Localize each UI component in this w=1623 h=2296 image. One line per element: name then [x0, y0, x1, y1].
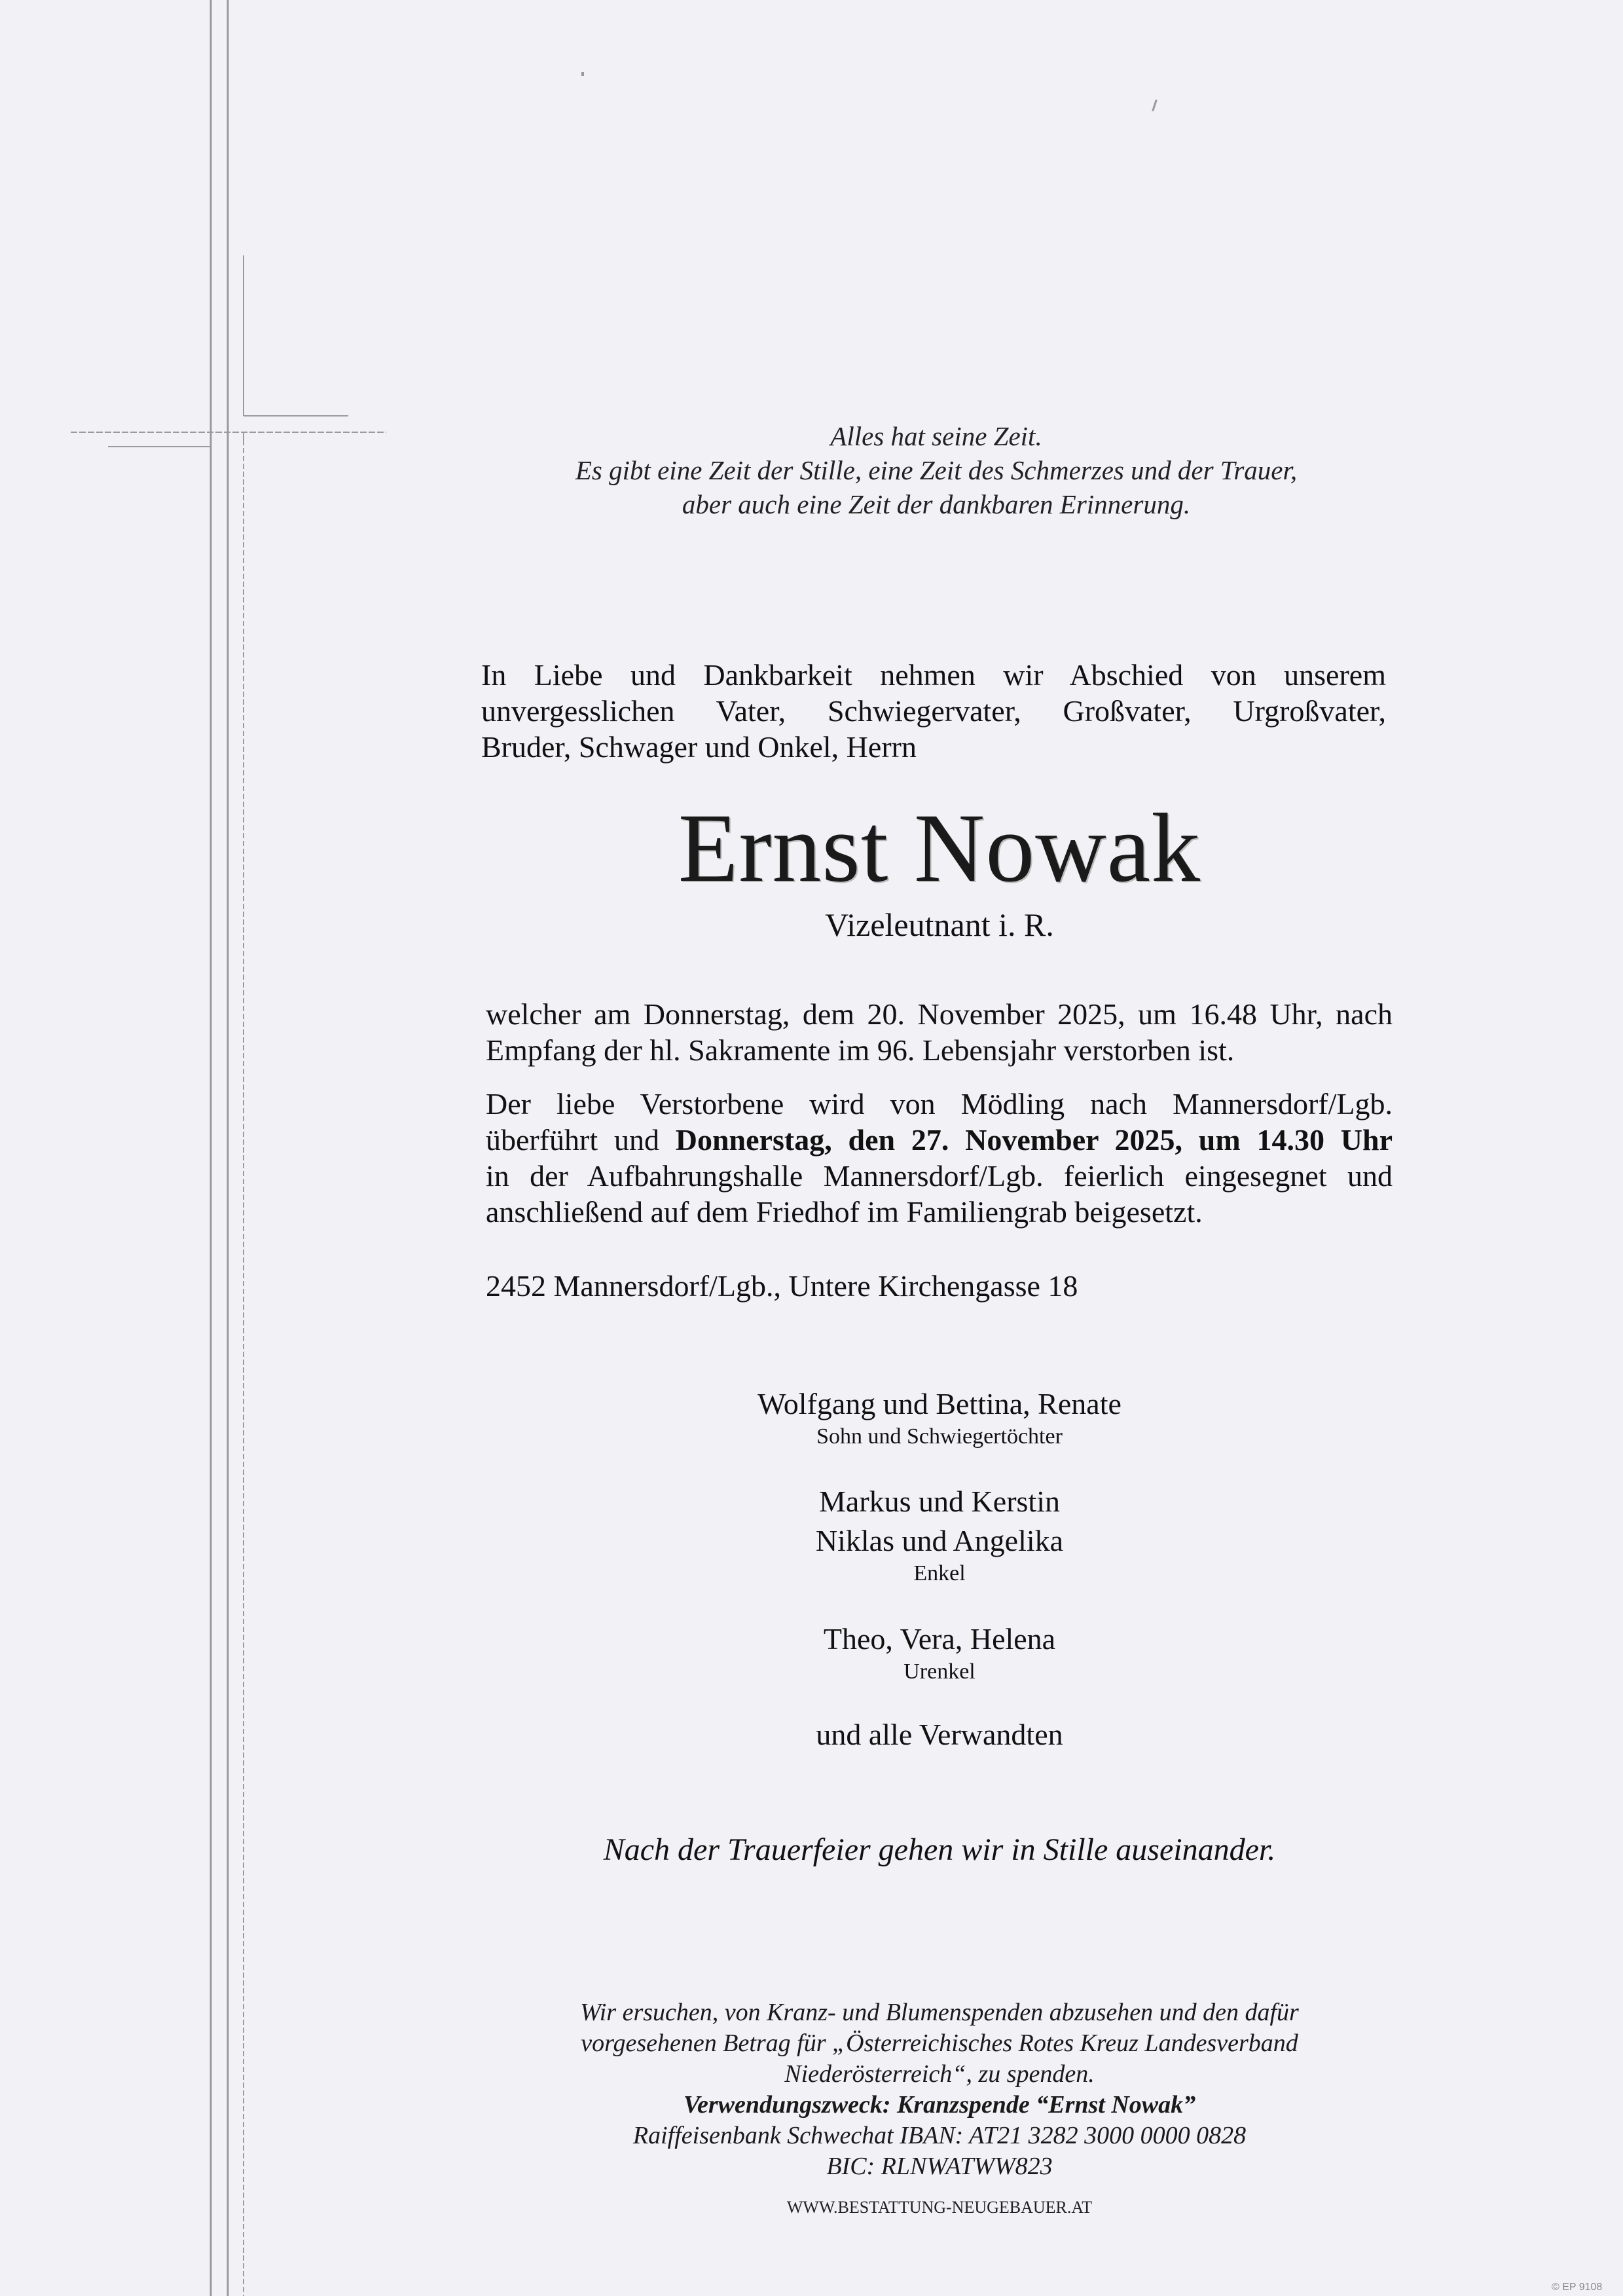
funeral-line [486, 1122, 1393, 1158]
mourner-relation: Enkel [913, 1561, 966, 1585]
motto-line: aber auch eine Zeit der dankbaren Erinnerung. [682, 489, 1191, 519]
mourner-group [589, 1620, 1290, 1685]
intro-line: Bruder, Schwager und Onkel, Herrn [481, 730, 917, 764]
mourner-names: Markus und Kerstin [819, 1485, 1060, 1518]
funeral-date-time: Donnerstag, den 27. November 2025, um 14.30 Uhr [675, 1123, 1393, 1157]
cross-icon [0, 0, 458, 2296]
motto-line: Alles hat seine Zeit. [830, 421, 1042, 451]
deceased-name: Ernst Nowak [678, 794, 1201, 902]
funeral-notice [486, 1086, 1393, 1230]
motto-line: Es gibt eine Zeit der Stille, eine Zeit des Schmerzes und der Trauer, [575, 455, 1298, 485]
death-notice-line: Empfang der hl. Sakramente im 96. Lebensjahr verstorben ist. [486, 1033, 1235, 1067]
donation-request [458, 1997, 1421, 2182]
mourner-names: Theo, Vera, Helena [823, 1622, 1056, 1656]
intro-line: unvergesslichen Vater, Schwiegervater, Großvater, Urgroßvater, [481, 694, 1386, 728]
speck [581, 72, 584, 76]
mourner-group [589, 1482, 1290, 1587]
donation-line: vorgesehenen Betrag für „Österreichisches Rotes Kreuz Landesverband [581, 2029, 1298, 2057]
funeral-line: anschließend auf dem Friedhof im Familiengrab beigesetzt. [486, 1195, 1203, 1229]
speck [1152, 100, 1157, 111]
funeral-home-website: WWW.BESTATTUNG-NEUGEBAUER.AT [786, 2198, 1093, 2217]
intro-line: In Liebe und Dankbarkeit nehmen wir Abschied von unserem [481, 658, 1386, 692]
mourner-group [589, 1384, 1290, 1450]
donation-line: Wir ersuchen, von Kranz- und Blumenspenden abzusehen und den dafür [580, 1999, 1299, 2026]
mourner-relation: Sohn und Schwiegertöchter [816, 1424, 1063, 1449]
mourner-names: Niklas und Angelika [815, 1524, 1064, 1557]
funeral-line: Der liebe Verstorbene wird von Mödling nach Mannersdorf/Lgb. [486, 1087, 1393, 1120]
funeral-line-prefix: überführt und [486, 1123, 676, 1157]
donation-purpose: Verwendungszweck: Kranzspende “Ernst Nowak” [683, 2091, 1196, 2119]
deceased-rank: Vizeleutnant i. R. [825, 906, 1054, 943]
mourner-relation: Urenkel [903, 1659, 976, 1684]
address: 2452 Mannersdorf/Lgb., Untere Kirchengasse 18 [486, 1269, 1078, 1303]
motto [458, 419, 1414, 521]
death-notice [486, 996, 1393, 1068]
relatives: und alle Verwandten [816, 1718, 1063, 1751]
closing-line: Nach der Trauerfeier gehen wir in Stille auseinander. [603, 1832, 1276, 1867]
funeral-line: in der Aufbahrungshalle Mannersdorf/Lgb. feierlich eingesegnet und [486, 1159, 1393, 1193]
donation-bic: BIC: RLNWATWW823 [826, 2153, 1053, 2180]
intro-text [481, 657, 1386, 765]
form-code: © EP 9108 [1552, 2282, 1603, 2293]
death-notice-line: welcher am Donnerstag, dem 20. November 2025, um 16.48 Uhr, nach [486, 997, 1393, 1031]
donation-line: Niederösterreich“, zu spenden. [784, 2060, 1095, 2088]
donation-bank: Raiffeisenbank Schwechat IBAN: AT21 3282 3000 0000 0828 [632, 2122, 1247, 2149]
mourner-names: Wolfgang und Bettina, Renate [757, 1387, 1122, 1420]
